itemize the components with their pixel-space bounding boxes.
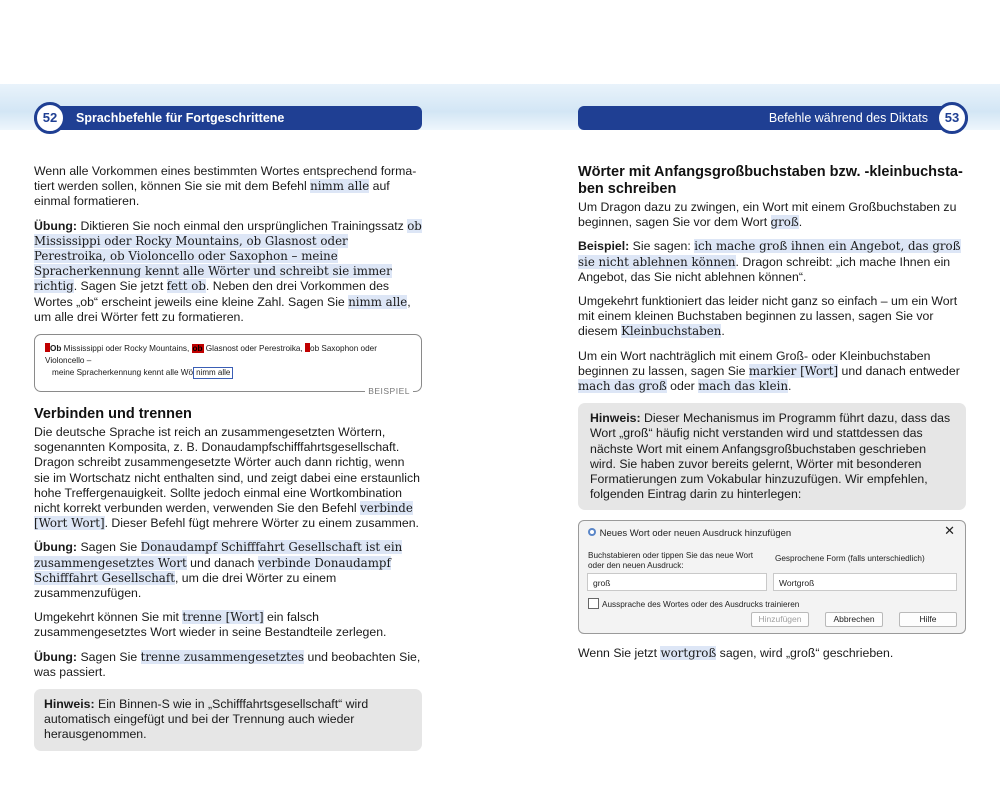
note-box: Hinweis: Ein Binnen-S wie in „Schifffahrtsgesellschaft“ wird automatisch eingefügt und bei der Trennung auch wieder herausgenommen. — [34, 689, 422, 751]
command-text: verbinde [Wort Wort] — [34, 501, 413, 531]
command-text: fett ob — [166, 279, 206, 294]
right-page — [500, 0, 1000, 800]
section-heading: Wörter mit Anfangsgroßbuchstaben bzw. -kleinbuchstaben schreiben — [578, 164, 963, 197]
command-text: markier [Wort] — [748, 363, 839, 378]
command-text: trenne zusammengesetztes — [140, 649, 305, 664]
close-icon[interactable]: ✕ — [944, 523, 955, 539]
spelled-form-label: Buchstabieren oder tippen Sie das neue Wort oder den neuen Ausdruck: — [588, 551, 754, 571]
command-text: nimm alle — [348, 294, 408, 309]
command-text: ich mache groß ihnen ein Angebot, das groß sie nicht ablehnen können — [578, 239, 961, 269]
section-heading: Verbinden und trennen — [34, 406, 192, 423]
paragraph-wortgross: Wenn Sie jetzt wortgroß sagen, wird „groß“ geschrieben. — [578, 646, 894, 661]
example-line-2: meine Spracherkennung kennt alle Wö nimm alle — [45, 367, 411, 379]
checkbox-box[interactable] — [588, 598, 599, 609]
dialog-title: Neues Wort oder neuen Ausdruck hinzufügen — [587, 526, 791, 541]
add-button[interactable]: Hinzufügen — [751, 612, 809, 627]
command-text: mach das groß — [578, 379, 667, 394]
command-text: verbinde Donaudampf Schifffahrt Gesellschaft — [34, 555, 391, 585]
example-paragraph: Beispiel: Sie sagen: ich mache groß ihnen ein Angebot, das groß sie nicht ablehnen können. Dragon schreibt: „ich mache Ihnen ein Angebot, das Sie nicht ablehnen können“. — [578, 239, 961, 284]
example-box — [34, 334, 422, 397]
train-pronunciation-checkbox[interactable]: Aussprache des Wortes oder des Ausdrucks trainieren — [588, 597, 799, 612]
example-line-1: Ob Mississippi oder Rocky Mountains, ob Glasnost oder Perestroika, ob Saxophon oder Violoncello – — [45, 344, 377, 366]
help-button[interactable]: Hilfe — [899, 612, 957, 627]
command-text: mach das klein — [698, 379, 789, 394]
paragraph-trenne: Umgekehrt können Sie mit trenne [Wort] ein falsch zusammengesetztes Wort wieder in seine Bestandteile zerlegen. — [34, 610, 387, 640]
spoken-form-input[interactable]: Wortgroß — [773, 573, 957, 591]
header-title: Sprachbefehle für Fortgeschrittene — [34, 106, 422, 130]
left-content — [34, 164, 422, 751]
spoken-form-label: Gesprochene Form (falls unterschiedlich) — [775, 554, 925, 564]
example-label: BEISPIEL — [365, 385, 413, 397]
exercise-3: Übung: Sagen Sie trenne zusammengesetztes und beobachten Sie, was passiert. — [34, 649, 421, 679]
note-box: Hinweis: Dieser Mechanismus im Programm führt dazu, dass das Wort „groß“ häufig nicht verstanden wird und stattdessen das nächste Wort mit einem Anfangsgroßbuchstaben geschrieben wird. Sie haben zuvor bereits gelernt, Wörter mit besonderen Formatierungen zum Vokabular hinzuzufügen. Wir empfehlen, folgenden Eintrag darin zu hinterlegen: — [578, 403, 966, 510]
add-word-dialog — [578, 520, 966, 634]
paragraph-gross: Um Dragon dazu zu zwingen, ein Wort mit einem Großbuchstaben zu beginnen, sagen Sie vor dem Wort groß. — [578, 200, 957, 230]
command-text: Kleinbuchstaben — [621, 324, 722, 339]
paragraph-verbinde: Die deutsche Sprache ist reich an zusammengesetzten Wörtern, sogenannten Komposita, z. B. Donaudampfschifffahrtsgesellschaft. Dragon schreibt zusammengesetzte Wörter auch dann richtig, wenn sie im Wortschatz nicht enthalten sind, und zeigt dabei eine erstaunlich hohe Treffergenauigkeit. Sollte jedoch einmal eine Wortkombination nicht korrekt verbunden werden, verwenden Sie den Befehl verbinde [Wort Wort]. Dieser Befehl fügt mehrere Wörter zu einem zusammen. — [34, 425, 420, 531]
spelled-form-input[interactable]: groß — [587, 573, 767, 591]
command-text: groß — [770, 215, 799, 230]
command-text: ob Mississippi oder Rocky Mountains, ob Glasnost oder Perestroika, ob Violoncello oder Saxophon – meine Spracherkennung kennt alle Wörter und schreibt sie immer richtig — [34, 218, 422, 294]
dragon-app-icon — [587, 527, 597, 537]
paragraph-nimm-alle: Wenn alle Vorkommen eines bestimmten Wortes entsprechend formatiert werden sollen, können Sie sie mit dem Befehl nimm alle auf einmal formatieren. — [34, 164, 417, 209]
right-content — [578, 164, 966, 671]
exercise-1: Übung: Diktieren Sie noch einmal den ursprünglichen Trainingssatz ob Mississippi oder Rocky Mountains, ob Glasnost oder Perestroika, ob Violoncello oder Saxophon – meine Spracherkennung kennt alle Wörter und schreibt sie immer richtig. Sagen Sie jetzt fett ob. Neben den drei Vorkommen des Wortes „ob“ erscheint jeweils eine kleine Zahl. Sagen Sie nimm alle, um alle drei Wörter fett zu formatieren. — [34, 218, 422, 324]
dictation-tooltip: nimm alle — [193, 367, 233, 379]
cancel-button[interactable]: Abbrechen — [825, 612, 883, 627]
command-text: nimm alle — [310, 179, 370, 194]
paragraph-klein: Umgekehrt funktioniert das leider nicht ganz so einfach – um ein Wort mit einem kleinen Buchstaben beginnen zu lassen, sagen Sie vor diesem Kleinbuchstaben. — [578, 294, 958, 339]
command-text: Donaudampf Schifffahrt Gesellschaft ist ein zusammengesetztes Wort — [34, 540, 403, 570]
exercise-2: Übung: Sagen Sie Donaudampf Schifffahrt Gesellschaft ist ein zusammengesetztes Wort und danach verbinde Donaudampf Schifffahrt Gesellschaft, um die drei Wörter zu einem zusammenzufügen. — [34, 540, 403, 601]
header-title: Befehle während des Diktats — [578, 106, 968, 130]
page-number: 53 — [936, 102, 968, 134]
paragraph-markier: Um ein Wort nachträglich mit einem Groß- oder Kleinbuchstaben beginnen zu lassen, sagen Sie markier [Wort] und danach entweder mach das groß oder mach das klein. — [578, 348, 960, 394]
page-number: 52 — [34, 102, 66, 134]
command-text: trenne [Wort] — [182, 610, 264, 625]
command-text: wortgroß — [660, 646, 717, 661]
